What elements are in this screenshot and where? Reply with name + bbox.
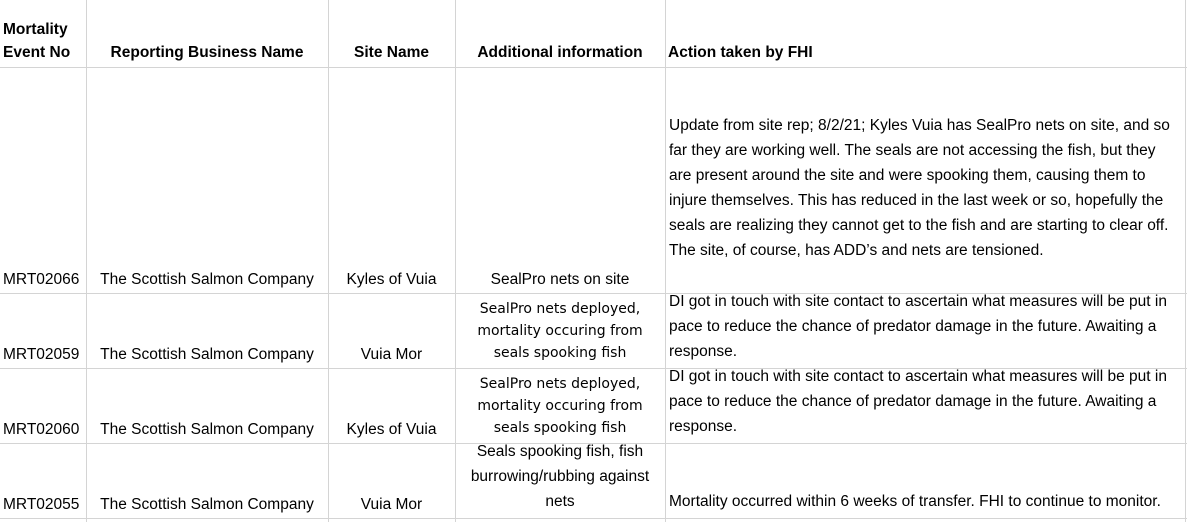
header-business[interactable] — [86, 0, 328, 67]
table-cell-business[interactable] — [86, 443, 328, 518]
action-text: Mortality occurred within 6 weeks of transfer. FHI to continue to monitor. — [669, 493, 1161, 510]
table-cell-action[interactable] — [665, 443, 1185, 518]
header-info-label: Additional information — [477, 44, 643, 61]
table-cell-info[interactable] — [455, 67, 665, 293]
event-no-text: MRT02055 — [3, 496, 80, 513]
header-action[interactable] — [665, 0, 1185, 67]
table-cell-action[interactable] — [665, 368, 1185, 443]
header-business-label: Reporting Business Name — [110, 44, 304, 61]
table-cell-event-no[interactable] — [0, 67, 86, 293]
action-text: DI got in touch with site contact to ascertain what measures will be put in pace to reduce the chance of predator damage in the future. Awaiting a response. — [669, 368, 1167, 435]
table-cell-business[interactable] — [86, 368, 328, 443]
table-cell-info[interactable] — [455, 368, 665, 443]
table-cell-site[interactable] — [328, 293, 455, 368]
table-cell-info[interactable] — [455, 293, 665, 368]
event-no-text: MRT02060 — [3, 421, 80, 438]
business-text: The Scottish Salmon Company — [100, 496, 314, 513]
table-cell-event-no[interactable] — [0, 293, 86, 368]
table-cell-site[interactable] — [328, 443, 455, 518]
info-text: Seals spooking fish, fish burrowing/rubbing against nets — [470, 443, 650, 510]
site-text: Kyles of Vuia — [346, 271, 437, 288]
header-info[interactable] — [455, 0, 665, 67]
table-cell-business[interactable] — [86, 293, 328, 368]
header-event-no[interactable] — [0, 0, 86, 67]
table-cell-business[interactable] — [86, 67, 328, 293]
info-text: SealPro nets deployed, mortality occuring from seals spooking fish — [477, 376, 643, 436]
table-cell-action[interactable] — [665, 67, 1185, 267]
header-event-no-label: Mortality Event No — [3, 21, 71, 61]
info-text: SealPro nets deployed, mortality occuring from seals spooking fish — [477, 301, 643, 361]
table-cell-info[interactable] — [455, 443, 665, 518]
table-cell-action[interactable] — [665, 293, 1185, 368]
table-cell-site[interactable] — [328, 67, 455, 293]
table-cell-event-no[interactable] — [0, 443, 86, 518]
table-cell-site[interactable] — [328, 368, 455, 443]
business-text: The Scottish Salmon Company — [100, 421, 314, 438]
header-action-label: Action taken by FHI — [668, 44, 813, 61]
header-site-label: Site Name — [354, 44, 429, 61]
header-site[interactable] — [328, 0, 455, 67]
action-text: DI got in touch with site contact to ascertain what measures will be put in pace to reduce the chance of predator damage in the future. Awaiting a response. — [669, 293, 1167, 360]
site-text: Vuia Mor — [360, 346, 423, 363]
site-text: Vuia Mor — [360, 496, 423, 513]
business-text: The Scottish Salmon Company — [100, 271, 314, 288]
action-text: Update from site rep; 8/2/21; Kyles Vuia has SealPro nets on site, and so far they are working well. The seals are not accessing the fish, but they are present around the site and were spooking them, causing them to injure themselves. This has reduced in the last week or so, hopefully the seals are realizing they cannot get to the fish and are starting to clear off. The site, of course, has ADD’s and nets are tensioned. — [669, 117, 1170, 259]
site-text: Kyles of Vuia — [346, 421, 437, 438]
event-no-text: MRT02066 — [3, 271, 80, 288]
info-text: SealPro nets on site — [490, 271, 630, 288]
business-text: The Scottish Salmon Company — [100, 346, 314, 363]
event-no-text: MRT02059 — [3, 346, 80, 363]
table-cell-event-no[interactable] — [0, 368, 86, 443]
row-divider — [0, 518, 1187, 519]
